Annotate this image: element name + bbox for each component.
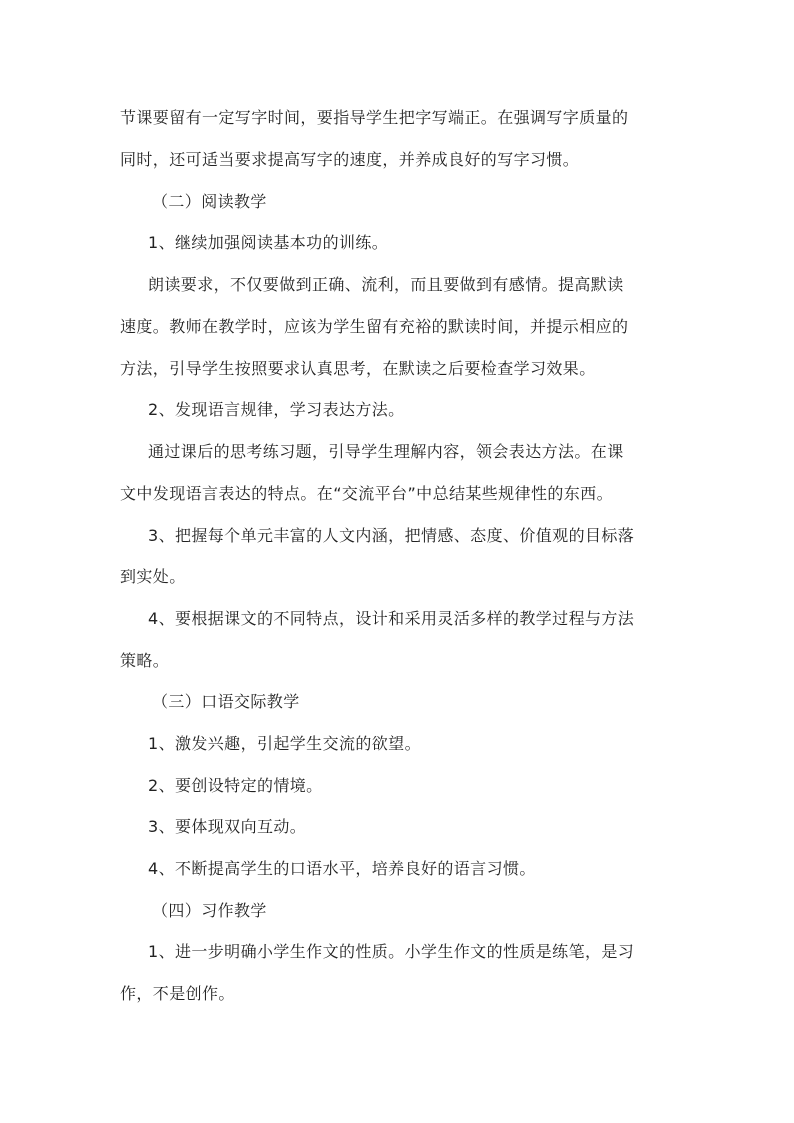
list-item: 2、发现语言规律，学习表达方法。: [148, 400, 405, 419]
paragraph-line: 速度。教师在教学时，应该为学生留有充裕的默读时间，并提示相应的: [120, 317, 629, 336]
paragraph-line: 同时，还可适当要求提高写字的速度，并养成良好的写字习惯。: [120, 150, 580, 169]
list-item: 4、不断提高学生的口语水平，培养良好的语言习惯。: [148, 859, 536, 878]
paragraph-line: 朗读要求，不仅要做到正确、流利，而且要做到有感情。提高默读: [148, 275, 624, 294]
section-heading-writing: （四）习作教学: [152, 901, 267, 920]
paragraph-line: 方法，引导学生按照要求认真思考，在默读之后要检查学习效果。: [120, 359, 596, 378]
paragraph-line: 文中发现语言表达的特点。在“交流平台”中总结某些规律性的东西。: [120, 484, 613, 503]
list-item: 3、把握每个单元丰富的人文内涵，把情感、态度、价值观的目标落: [148, 526, 635, 545]
paragraph-line: 节课要留有一定写字时间，要指导学生把字写端正。在强调写字质量的: [120, 108, 629, 127]
list-item: 3、要体现双向互动。: [148, 817, 307, 836]
paragraph-line: 到实处。: [120, 567, 186, 586]
list-item: 1、进一步明确小学生作文的性质。小学生作文的性质是练笔，是习: [148, 942, 635, 961]
list-item: 2、要创设特定的情境。: [148, 776, 323, 795]
list-item: 1、继续加强阅读基本功的训练。: [148, 233, 389, 252]
list-item: 4、要根据课文的不同特点，设计和采用灵活多样的教学过程与方法: [148, 609, 635, 628]
paragraph-line: 通过课后的思考练习题，引导学生理解内容，领会表达方法。在课: [148, 442, 624, 461]
paragraph-line: 作，不是创作。: [120, 984, 235, 1003]
section-heading-oral: （三）口语交际教学: [152, 692, 300, 711]
section-heading-reading: （二）阅读教学: [152, 192, 267, 211]
list-item: 1、激发兴趣，引起学生交流的欲望。: [148, 734, 421, 753]
paragraph-line: 策略。: [120, 651, 170, 670]
